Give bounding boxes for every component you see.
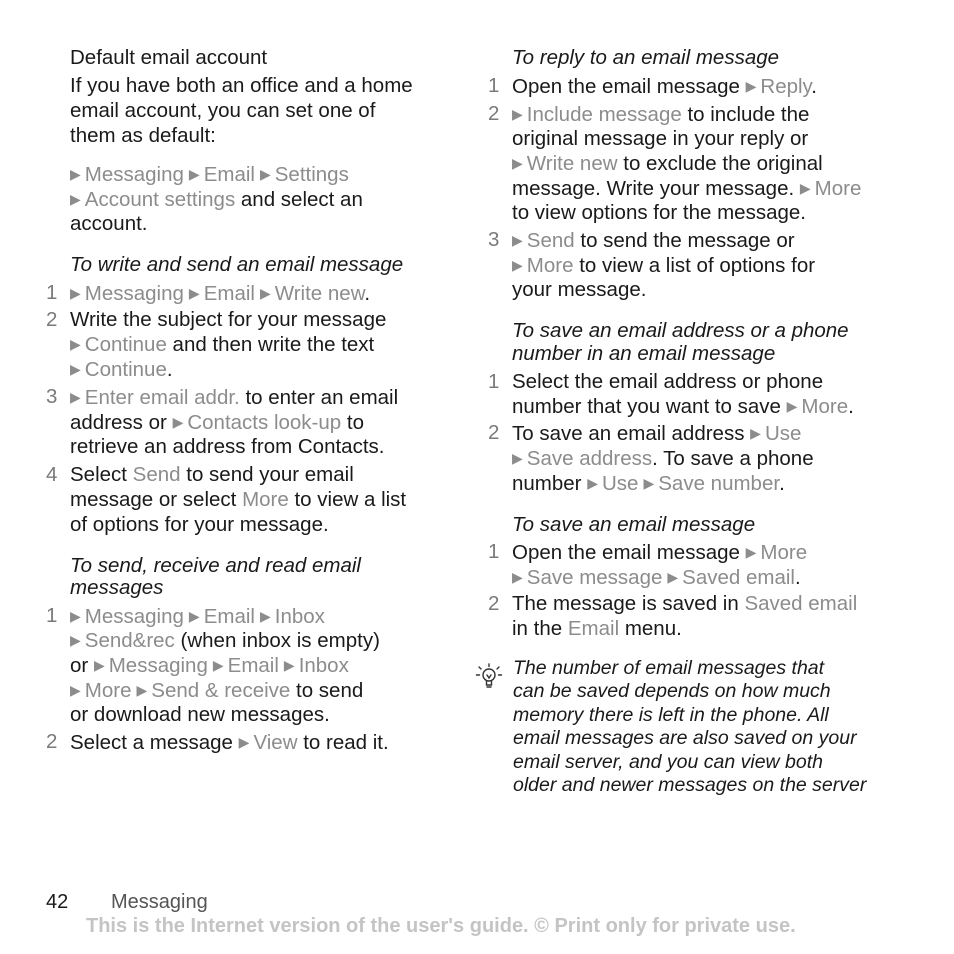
step-text: ▶ Send&rec (when inbox is empty)	[70, 629, 380, 652]
step-text: ▶ Send to send the message or	[512, 229, 795, 252]
arrow-right-icon: ▶	[188, 608, 200, 624]
step-number: 1	[46, 281, 58, 304]
arrow-right-icon: ▶	[238, 734, 250, 750]
step-text: Select the email address or phone	[512, 370, 824, 393]
arrow-right-icon: ▶	[283, 657, 295, 673]
step-text: Select Send to send your email	[70, 463, 354, 486]
step-text: original message in your reply or	[512, 127, 809, 150]
step-text: Open the email message ▶ More	[512, 541, 808, 564]
step-text: ▶ Save address. To save a phone	[512, 447, 814, 470]
step-text: ▶ Write new to exclude the original	[512, 152, 823, 175]
step-text: ▶ More to view a list of options for	[512, 254, 816, 277]
step-text: ▶ Messaging ▶ Email ▶ Write new.	[70, 282, 371, 305]
section-heading: To save an email address or a phone	[512, 319, 849, 342]
menu-path: ▶ Account settings and select an	[70, 188, 363, 211]
step-text: retrieve an address from Contacts.	[70, 435, 385, 458]
menu-item: Messaging	[84, 163, 184, 186]
step-number: 4	[46, 463, 58, 486]
step-text: address or ▶ Contacts look-up to	[70, 411, 364, 434]
step-number: 1	[488, 370, 500, 393]
tip-text: email messages are also saved on your	[513, 727, 857, 749]
body-text: account.	[70, 212, 148, 235]
arrow-right-icon: ▶	[70, 285, 81, 301]
step-text: ▶ Enter email addr. to enter an email	[70, 386, 399, 409]
menu-item: Settings	[274, 163, 349, 186]
step-text: message or select More to view a list	[70, 488, 407, 511]
arrow-right-icon: ▶	[188, 285, 200, 301]
step-text: ▶ Include message to include the	[512, 103, 810, 126]
tip-text: memory there is left in the phone. All	[513, 704, 829, 726]
step-number: 2	[488, 102, 500, 125]
arrow-right-icon: ▶	[799, 180, 811, 196]
step-text: or ▶ Messaging ▶ Email ▶ Inbox	[70, 654, 349, 677]
section-heading: To send, receive and read email	[70, 554, 361, 577]
step-text: Select a message ▶ View to read it.	[70, 731, 389, 754]
copyright-notice: This is the Internet version of the user's guide. © Print only for private use.	[86, 915, 796, 937]
section-heading: To write and send an email message	[70, 253, 404, 276]
step-text: ▶ More ▶ Send & receive to send	[70, 679, 364, 702]
arrow-right-icon: ▶	[643, 475, 655, 491]
step-text: ▶ Save message ▶ Saved email.	[512, 566, 801, 589]
arrow-right-icon: ▶	[512, 569, 523, 585]
step-text: Write the subject for your message	[70, 308, 387, 331]
step-number: 1	[46, 604, 58, 627]
step-number: 1	[488, 540, 500, 563]
arrow-right-icon: ▶	[259, 285, 271, 301]
step-text: ▶ Continue and then write the text	[70, 333, 375, 356]
arrow-right-icon: ▶	[70, 166, 81, 182]
section-heading: To reply to an email message	[512, 46, 780, 69]
body-text: email account, you can set one of	[70, 99, 376, 122]
step-text: or download new messages.	[70, 703, 330, 726]
step-text: The message is saved in Saved email	[512, 592, 858, 615]
arrow-right-icon: ▶	[188, 166, 200, 182]
arrow-right-icon: ▶	[512, 450, 523, 466]
arrow-right-icon: ▶	[70, 632, 81, 648]
page-number: 42	[46, 891, 69, 913]
step-number: 2	[46, 308, 58, 331]
step-text: of options for your message.	[70, 513, 329, 536]
arrow-right-icon: ▶	[745, 544, 757, 560]
arrow-right-icon: ▶	[93, 657, 105, 673]
tip-text: The number of email messages that	[513, 657, 825, 679]
arrow-right-icon: ▶	[172, 414, 184, 430]
step-text: ▶ Continue.	[70, 358, 173, 381]
menu-path	[70, 162, 349, 187]
step-text: Open the email message ▶ Reply.	[512, 75, 817, 98]
menu-item: Account settings	[84, 188, 236, 211]
step-number: 2	[488, 421, 500, 444]
step-number: 3	[488, 228, 500, 251]
body-text: If you have both an office and a home	[70, 74, 413, 97]
arrow-right-icon: ▶	[259, 166, 271, 182]
step-text: To save an email address ▶ Use	[512, 422, 802, 445]
tip-text: email server, and you can view both	[513, 751, 824, 773]
arrow-right-icon: ▶	[70, 336, 81, 352]
step-number: 2	[488, 592, 500, 615]
arrow-right-icon: ▶	[512, 232, 523, 248]
arrow-right-icon: ▶	[70, 608, 81, 624]
step-text: in the Email menu.	[512, 617, 682, 640]
step-number: 1	[488, 74, 500, 97]
section-heading: To save an email message	[512, 513, 756, 536]
step-text: your message.	[512, 278, 647, 301]
arrow-right-icon: ▶	[512, 155, 523, 171]
arrow-right-icon: ▶	[70, 682, 81, 698]
tip-text: older and newer messages on the server	[513, 774, 867, 796]
menu-item: Email	[203, 163, 255, 186]
arrow-right-icon: ▶	[70, 361, 81, 377]
step-text: number that you want to save ▶ More.	[512, 395, 854, 418]
arrow-right-icon: ▶	[786, 398, 798, 414]
arrow-right-icon: ▶	[667, 569, 679, 585]
arrow-right-icon: ▶	[212, 657, 224, 673]
lightbulb-tip-icon	[474, 661, 504, 691]
arrow-right-icon: ▶	[136, 682, 148, 698]
step-number: 2	[46, 730, 58, 753]
arrow-right-icon: ▶	[70, 191, 81, 207]
step-text: number ▶ Use ▶ Save number.	[512, 472, 785, 495]
arrow-right-icon: ▶	[745, 78, 757, 94]
step-number: 3	[46, 385, 58, 408]
step-text: to view options for the message.	[512, 201, 806, 224]
tip-text: can be saved depends on how much	[513, 680, 831, 702]
arrow-right-icon: ▶	[259, 608, 271, 624]
arrow-right-icon: ▶	[512, 257, 523, 273]
arrow-right-icon: ▶	[70, 389, 81, 405]
arrow-right-icon: ▶	[587, 475, 598, 491]
section-name: Messaging	[111, 891, 208, 913]
body-text: them as default:	[70, 124, 216, 147]
section-heading: number in an email message	[512, 342, 776, 365]
step-text: ▶ Messaging ▶ Email ▶ Inbox	[70, 605, 325, 628]
section-heading: messages	[70, 576, 164, 599]
step-text: message. Write your message. ▶ More	[512, 177, 862, 200]
arrow-right-icon: ▶	[512, 106, 523, 122]
arrow-right-icon: ▶	[750, 425, 761, 441]
default-email-heading: Default email account	[70, 46, 268, 69]
